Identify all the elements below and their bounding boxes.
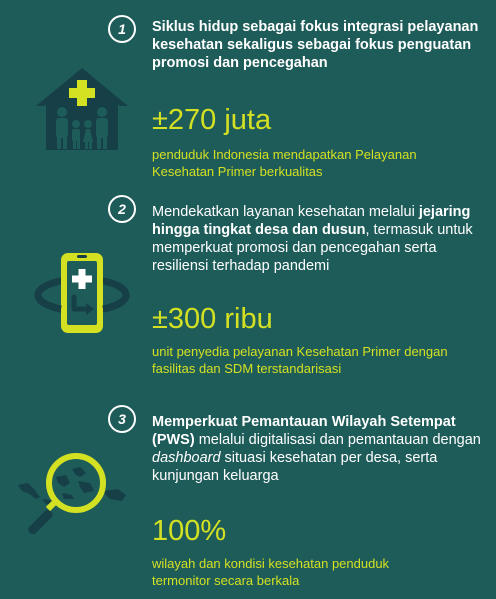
mobile-health-icon [32,247,132,339]
item-1 [0,0,496,195]
item-description [152,18,482,72]
item-description-bold: Memperkuat Pemantauan Wilayah Setempat (PWS) [152,414,456,448]
item-description [152,413,482,485]
item-stat: 100% [152,515,227,547]
item-description-text: situasi kesehatan per desa, serta kunjungan keluarga [152,450,438,484]
item-number-badge [108,195,136,223]
item-stat: ±270 juta [152,104,272,136]
item-stat: ±300 ribu [152,303,273,335]
item-number-badge [108,405,136,433]
item-description-text: Mendekatkan layanan kesehatan melalui [152,204,419,220]
item-stat-caption: wilayah dan kondisi kesehatan penduduk termonitor secara berkala [152,556,390,588]
item-number-badge [108,15,136,43]
item-description-text: melalui digitalisasi dan pemantauan dengan [194,432,481,448]
item-number: 2 [118,201,126,217]
item-description [152,203,482,275]
item-2 [0,195,496,395]
item-description-text: , termasuk untuk memperkuat promosi dan pencegahan serta resiliensi terhadap pandemi [152,222,473,274]
item-stat-caption: penduduk Indonesia mendapatkan Pelayanan Kesehatan Primer berkualitas [152,147,417,179]
item-number: 3 [118,411,126,427]
item-description-bold: Siklus hidup sebagai fokus integrasi pelayanan kesehatan sekaligus sebagai fokus penguatan promosi dan pencegahan [152,19,479,71]
item-number: 1 [118,21,126,37]
item-stat-caption: unit penyedia pelayanan Kesehatan Primer dengan fasilitas dan SDM terstandarisasi [152,344,448,376]
item-description-bold: jejaring hingga tingkat desa dan dusun [152,204,471,238]
map-magnifier-icon [14,447,130,557]
item-description-italic: dashboard [152,450,221,466]
item-3 [0,405,496,599]
family-house-icon [34,60,130,152]
